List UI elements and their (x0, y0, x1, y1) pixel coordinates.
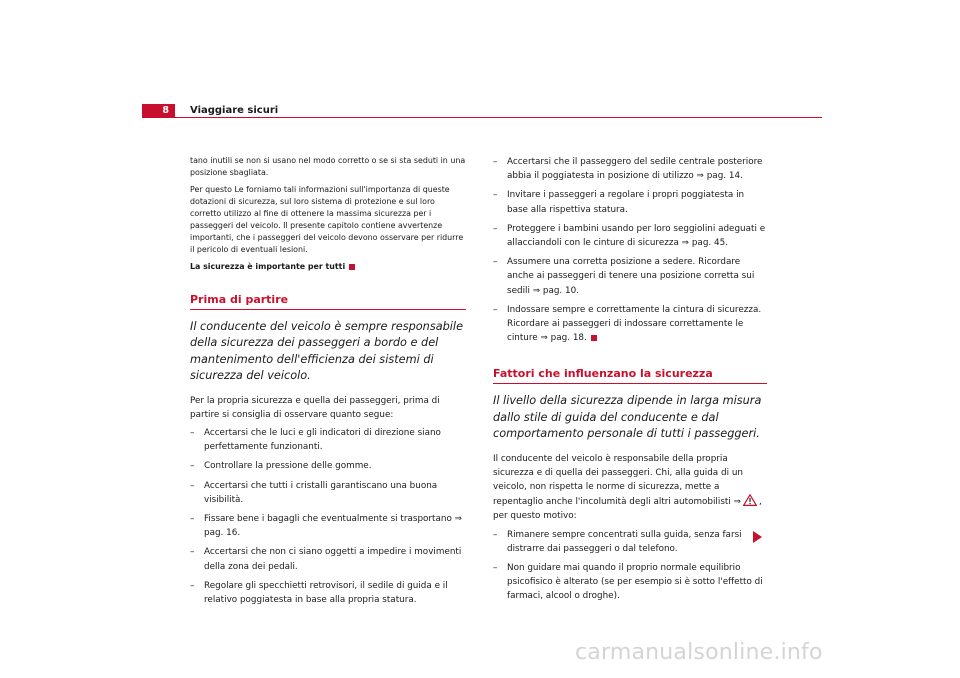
body-text-tail: , per questo motivo: (493, 497, 762, 522)
closing-text: La sicurezza è importante per tutti (190, 262, 346, 271)
section-title-fattori: Fattori che influenzano la sicurezza (493, 367, 767, 384)
watermark: carmanualsonline.info (575, 640, 823, 665)
list-item: – Regolare gli specchietti retrovisori, il sedile di guida e il relativo poggiatesta in base alla propria statura. (190, 579, 466, 607)
section-intro: Il livello della sicurezza dipende in larga misura dallo stile di guida del conducente e dal comportamento personale di tutti i passeggeri. (493, 394, 762, 441)
list-item: – Rimanere sempre concentrati sulla guida, senza farsi distrarre dai passeggeri o dal telefono. (493, 528, 767, 556)
list-item: – Fissare bene i bagagli che eventualmente si trasportano ⇒ pag. 16. (190, 512, 466, 540)
section-end-square-icon (591, 335, 597, 341)
list-item: – Invitare i passeggeri a regolare i propri poggiatesta in base alla rispettiva statura. (493, 188, 767, 216)
checklist-continued (493, 155, 767, 345)
page-number: 8 (142, 104, 175, 118)
list-item-text: Indossare sempre e correttamente la cintura di sicurezza. Ricordare ai passeggeri di indossare correttamente le cinture ⇒ pag. 18. (507, 304, 762, 344)
continuation-paragraph: tano inutili se non si usano nel modo corretto o se si sta seduti in una posizione sbagliata. (190, 156, 466, 177)
list-item: – Accertarsi che il passeggero del sedile centrale posteriore abbia il poggiatesta in posizione di utilizzo ⇒ pag. 14. (493, 155, 767, 183)
list-item-last (493, 303, 767, 346)
section-intro: Il conducente del veicolo è sempre responsabile della sicurezza dei passeggeri a bordo e del mantenimento dell'efficienza dei sistemi di sicurezza del veicolo. (190, 320, 464, 383)
section-title-prima-di-partire: Prima di partire (190, 293, 466, 310)
next-page-arrow-icon[interactable] (753, 531, 762, 543)
checklist (190, 426, 466, 607)
list-item: – Controllare la pressione delle gomme. (190, 459, 466, 473)
info-paragraph: Per questo Le forniamo tali informazioni sull'importanza di queste dotazioni di sicurezza, sul loro sistema di protezione e sul loro corretto utilizzo al fine di ottenere la massima sicurezza per i passeggeri del veicolo. Il presente capitolo contiene avvertenze importanti, che i passeggeri del veicolo devono osservare per ridurre il pericolo di eventuali lesioni. (190, 185, 464, 254)
list-item: – Non guidare mai quando il proprio normale equilibrio psicofisico è alterato (se per esempio si è sotto l'effetto di farmaci, alcool o droghe). (493, 561, 767, 604)
list-item: – Accertarsi che non ci siano oggetti a impedire i movimenti della zona dei pedali. (190, 545, 466, 573)
behavior-list (493, 528, 767, 604)
header-rule (142, 117, 822, 118)
section-body (493, 452, 767, 524)
section-body: Per la propria sicurezza e quella dei passeggeri, prima di partire si consiglia di osservare quanto segue: (190, 395, 440, 420)
body-text: Il conducente del veicolo è responsabile della propria sicurezza e di quella dei passeggeri. Chi, alla guida di un veicolo, non rispetta le norme di sicurezza, mette a repentaglio anche l'incolumità degli altri automobilisti ⇒ (493, 453, 743, 508)
warning-triangle-icon[interactable] (743, 494, 757, 506)
list-item: – Assumere una corretta posizione a sedere. Ricordare anche ai passeggeri di tenere una posizione corretta sui sedili ⇒ pag. 10. (493, 255, 767, 298)
right-column (493, 155, 767, 609)
list-item: – Proteggere i bambini usando per loro seggiolini adeguati e allacciandoli con le cinture di sicurezza ⇒ pag. 45. (493, 222, 767, 250)
list-item: – Accertarsi che tutti i cristalli garantiscano una buona visibilità. (190, 479, 466, 507)
chapter-title: Viaggiare sicuri (190, 105, 279, 116)
left-column (190, 155, 466, 612)
section-end-square-icon (349, 264, 355, 270)
closing-paragraph (190, 261, 466, 273)
list-item: – Accertarsi che le luci e gli indicatori di direzione siano perfettamente funzionanti. (190, 426, 466, 454)
